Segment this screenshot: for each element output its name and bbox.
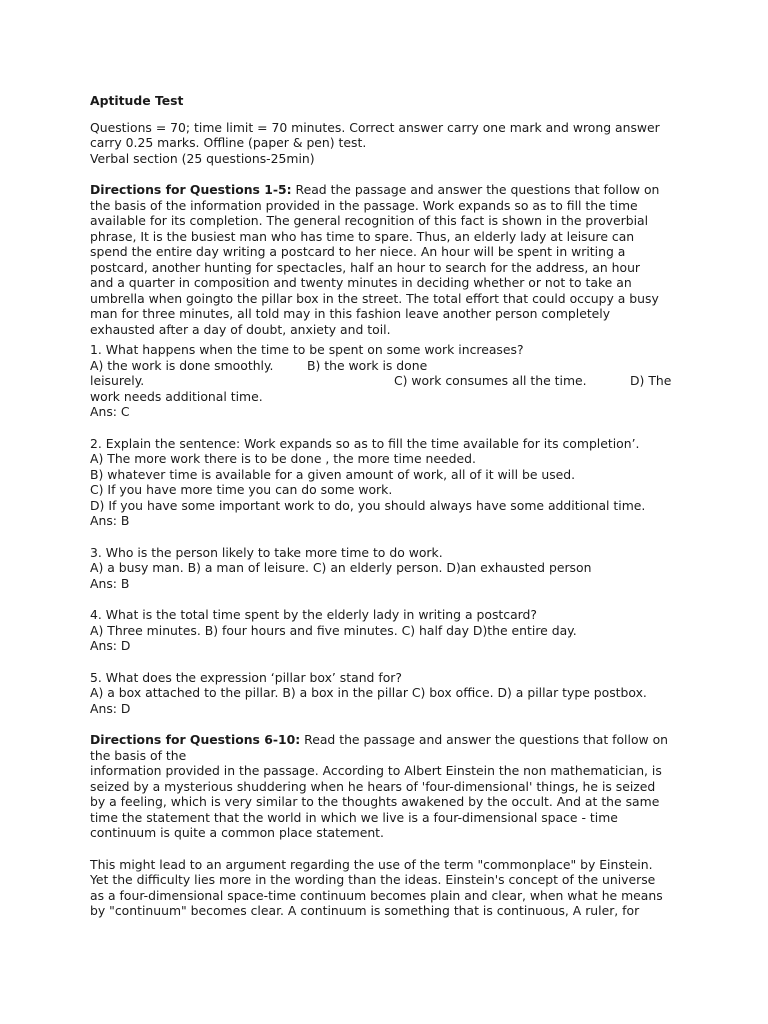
question-text: 5. What does the expression ‘pillar box’ stand for? bbox=[90, 669, 402, 685]
passage-line: the basis of the bbox=[90, 747, 187, 763]
directions-first-line bbox=[90, 182, 688, 198]
question-3 bbox=[90, 545, 688, 592]
passage-line: seized by a mysterious shuddering when he hears of 'four-dimensional' things, he is seized bbox=[90, 778, 656, 794]
intro-block bbox=[90, 120, 688, 167]
passage-line: the basis of the information provided in the passage. Work expands so as to fill the time bbox=[90, 197, 638, 213]
option-a: A) the work is done smoothly. bbox=[90, 357, 274, 373]
directions-heading: Directions for Questions 1-5: bbox=[90, 182, 292, 197]
passage-line: postcard, another hunting for spectacles, half an hour to search for the address, an hour bbox=[90, 259, 641, 275]
answer: Ans: D bbox=[90, 638, 131, 653]
passage-line: and a quarter in composition and twenty minutes in deciding whether or not to take an bbox=[90, 275, 632, 290]
question-options: A) a box attached to the pillar. B) a box in the pillar C) box office. D) a pillar type postbox. bbox=[90, 685, 647, 700]
passage-line: Yet the difficulty lies more in the wording than the ideas. Einstein's concept of the universe bbox=[90, 872, 656, 887]
passage-line: by "continuum" becomes clear. A continuum is something that is continuous, A ruler, for bbox=[90, 903, 640, 918]
passage-line: spend the entire day writing a postcard to her niece. An hour will be spent in writing a bbox=[90, 244, 626, 259]
question-4 bbox=[90, 607, 688, 654]
passage-line: exhausted after a day of doubt, anxiety and toil. bbox=[90, 321, 391, 337]
intro-line: Verbal section (25 questions-25min) bbox=[90, 150, 315, 166]
passage-line: phrase, It is the busiest man who has time to spare. Thus, an elderly lady at leisure can bbox=[90, 228, 635, 244]
option-d: D) If you have some important work to do, you should always have some additional time. bbox=[90, 497, 646, 513]
answer: Ans: C bbox=[90, 404, 130, 419]
directions-1-5 bbox=[90, 182, 688, 337]
directions-6-10 bbox=[90, 732, 688, 841]
passage-paragraph-2 bbox=[90, 857, 688, 919]
option-b: B) the work is done bbox=[307, 357, 428, 373]
passage-line: continuum is quite a common place statement. bbox=[90, 825, 384, 840]
intro-line: carry 0.25 marks. Offline (paper & pen) test. bbox=[90, 135, 367, 150]
directions-first-line bbox=[90, 732, 688, 748]
question-1 bbox=[90, 342, 688, 420]
passage-line: available for its completion. The general recognition of this fact is shown in the proverbial bbox=[90, 213, 649, 228]
answer: Ans: D bbox=[90, 700, 131, 716]
question-options: A) Three minutes. B) four hours and five minutes. C) half day D)the entire day. bbox=[90, 622, 577, 638]
option-d: D) The bbox=[630, 373, 672, 388]
option-c: C) work consumes all the time. bbox=[394, 373, 587, 388]
passage-line: man for three minutes, all told may in this fashion leave another person completely bbox=[90, 306, 611, 321]
question-text: 4. What is the total time spent by the elderly lady in writing a postcard? bbox=[90, 607, 537, 622]
question-text: 2. Explain the sentence: Work expands so as to fill the time available for its completion’. bbox=[90, 435, 640, 451]
answer: Ans: B bbox=[90, 575, 130, 591]
answer: Ans: B bbox=[90, 513, 130, 528]
question-text: 1. What happens when the time to be spent on some work increases? bbox=[90, 342, 524, 357]
question-options: A) a busy man. B) a man of leisure. C) an elderly person. D)an exhausted person bbox=[90, 560, 592, 575]
question-5 bbox=[90, 670, 688, 717]
question-text: 3. Who is the person likely to take more time to do work. bbox=[90, 544, 443, 560]
directions-text: Read the passage and answer the questions that follow on bbox=[300, 732, 669, 747]
document-title: Aptitude Test bbox=[90, 93, 184, 108]
directions-heading: Directions for Questions 6-10: bbox=[90, 732, 301, 747]
option-c: C) If you have more time you can do some work. bbox=[90, 482, 393, 497]
question-options-row bbox=[90, 358, 688, 374]
option-a: A) The more work there is to be done , the more time needed. bbox=[90, 451, 476, 466]
passage-line: umbrella when goingto the pillar box in the street. The total effort that could occupy a busy bbox=[90, 290, 659, 306]
question-2 bbox=[90, 436, 688, 529]
passage-line: time the statement that the world in which we live is a four-dimensional space - time bbox=[90, 809, 618, 825]
passage-line: information provided in the passage. According to Albert Einstein the non mathematician, is bbox=[90, 763, 662, 778]
option-b: B) whatever time is available for a given amount of work, all of it will be used. bbox=[90, 466, 576, 482]
passage-line: This might lead to an argument regarding the use of the term "commonplace" by Einstein. bbox=[90, 856, 653, 872]
option-b-continued: leisurely. bbox=[90, 373, 145, 388]
passage-line: as a four-dimensional space-time continuum becomes plain and clear, when what he means bbox=[90, 887, 663, 903]
passage-line: by a feeling, which is very similar to the thoughts awakened by the occult. And at the same bbox=[90, 794, 660, 809]
option-d-continued: work needs additional time. bbox=[90, 388, 263, 404]
intro-line: Questions = 70; time limit = 70 minutes. Correct answer carry one mark and wrong answer bbox=[90, 119, 660, 135]
question-options-row bbox=[90, 373, 688, 389]
directions-text: Read the passage and answer the questions that follow on bbox=[291, 182, 660, 197]
